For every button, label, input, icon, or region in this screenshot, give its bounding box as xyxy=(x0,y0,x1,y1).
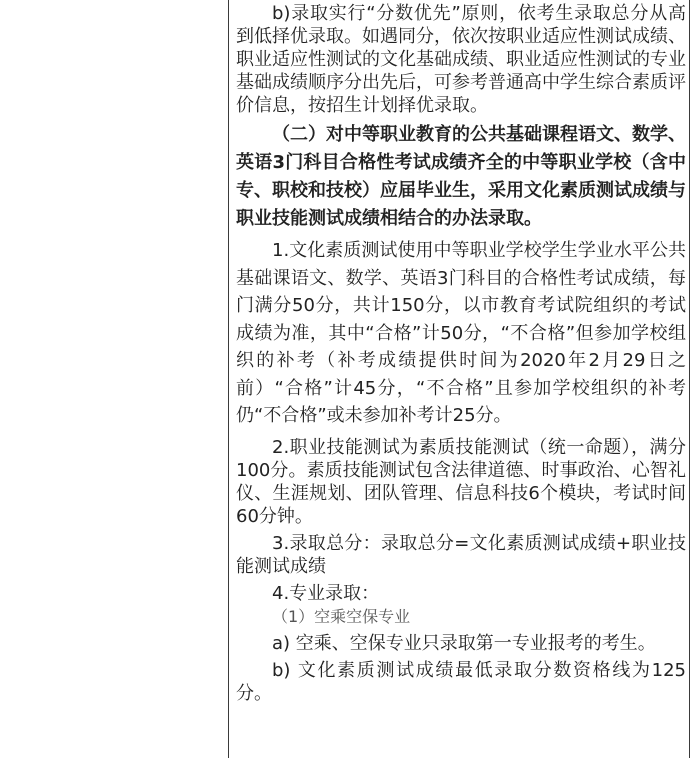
document-body xyxy=(236,2,686,705)
paragraph-culture-test: 1.文化素质测试使用中等职业学校学生学业水平公共基础课语文、数学、英语3门科目的合格性考试成绩，每门满分50分，共计150分，以市教育考试院组织的考试成绩为准，其中“合格”计50分，“不合格”但参加学校组织的补考（补考成绩提供时间为2020年2月29日之前）“合格”计45分，“不合格”且参加学校组织的补考仍“不合格”或未参加补考计25分。 xyxy=(236,240,686,426)
paragraph-section-two-heading: （二）对中等职业教育的公共基础课程语文、数学、英语3门科目合格性考试成绩齐全的中等职业学校（含中专、职校和技校）应届毕业生，采用文化素质测试成绩与职业技能测试成绩相结合的办法录取。 xyxy=(236,124,686,229)
paragraph-flight-attendant-major: （1）空乘空保专业 xyxy=(272,606,411,626)
paragraph-total-score: 3.录取总分：录取总分=文化素质测试成绩+职业技能测试成绩 xyxy=(236,532,686,577)
paragraph-first-choice-rule: a) 空乘、空保专业只录取第一专业报考的考生。 xyxy=(272,632,656,654)
paragraph-admission-rule: b)录取实行“分数优先”原则，依考生录取总分从高到低择优录取。如遇同分，依次按职业适应性测试成绩、职业适应性测试的文化基础成绩、职业适应性测试的专业基础成绩顺序分出先后，可参考普通高中学生综合素质评价信息，按招生计划择优录取。 xyxy=(236,3,686,116)
paragraph-major-admission: 4.专业录取： xyxy=(272,582,380,604)
paragraph-skill-test: 2.职业技能测试为素质技能测试（统一命题），满分100分。素质技能测试包含法律道德、时事政治、心智礼仪、生涯规划、团队管理、信息科技6个模块，考试时间60分钟。 xyxy=(236,436,686,527)
paragraph-min-score-line: b) 文化素质测试成绩最低录取分数资格线为125分。 xyxy=(236,659,686,704)
